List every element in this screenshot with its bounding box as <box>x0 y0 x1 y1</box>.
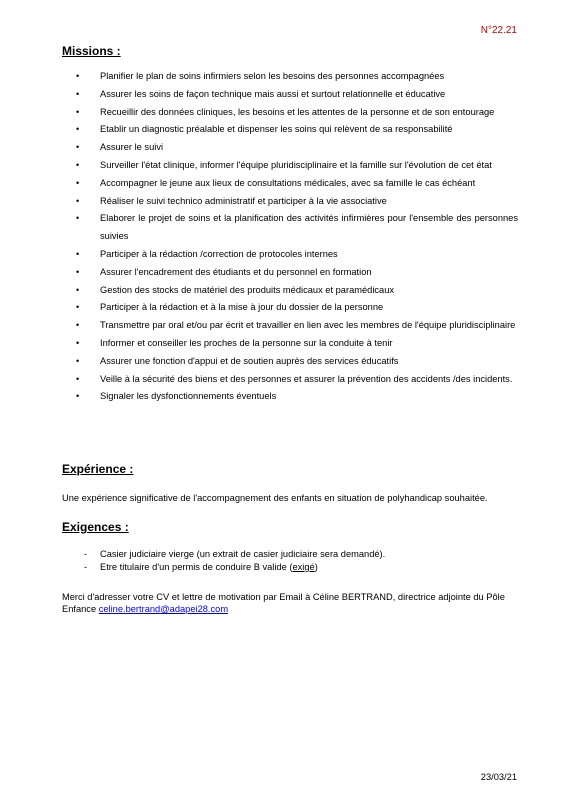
list-item: • Assurer le suivi <box>62 139 518 157</box>
list-item: • Elaborer le projet de soins et la planification des activités infirmières pour l'ensemble des personnes suivies <box>62 210 518 246</box>
list-item: - Casier judiciaire vierge (un extrait de casier judiciaire sera demandé). <box>62 548 385 561</box>
experience-heading: Expérience : <box>62 462 134 476</box>
exigences-heading: Exigences : <box>62 520 129 534</box>
list-item: • Transmettre par oral et/ou par écrit et travailler en lien avec les membres de l'équipe pluridisciplinaire <box>62 317 518 335</box>
reference-number: N°22.21 <box>480 25 517 36</box>
requirement-closing: ) <box>314 562 318 572</box>
exigences-list <box>62 548 385 574</box>
list-item: • Recueillir des données cliniques, les besoins et les attentes de la personne et de son entourage <box>62 104 518 122</box>
contact-paragraph <box>62 591 518 615</box>
list-item: • Surveiller l'état clinique, informer l'équipe pluridisciplinaire et la famille sur l'évolution de cet état <box>62 157 518 175</box>
list-item: • Assurer l'encadrement des étudiants et du personnel en formation <box>62 264 518 282</box>
list-item: • Assurer les soins de façon technique mais aussi et surtout relationnelle et éducative <box>62 86 518 104</box>
list-item: • Informer et conseiller les proches de la personne sur la conduite à tenir <box>62 335 518 353</box>
list-item: • Veille à la sécurité des biens et des personnes et assurer la prévention des accidents /des incidents. <box>62 371 518 389</box>
document-date: 23/03/21 <box>480 772 517 782</box>
list-item: • Planifier le plan de soins infirmiers selon les besoins des personnes accompagnées <box>62 68 518 86</box>
requirement-emphasis: exigé <box>292 562 315 572</box>
list-item: • Assurer une fonction d'appui et de soutien auprès des services éducatifs <box>62 353 518 371</box>
list-item: • Participer à la rédaction /correction de protocoles internes <box>62 246 518 264</box>
list-item: • Réaliser le suivi technico administratif et participer à la vie associative <box>62 193 518 211</box>
list-item: • Etablir un diagnostic préalable et dispenser les soins qui relèvent de sa responsabilité <box>62 121 518 139</box>
contact-text: Merci d'adresser votre CV et lettre de motivation par Email à Céline BERTRAND, directrice adjointe du Pôle Enfance <box>62 592 505 614</box>
email-link[interactable]: celine.bertrand@adapei28.com <box>98 604 229 614</box>
missions-heading: Missions : <box>62 44 121 58</box>
requirement-text: Etre titulaire d'un permis de conduire B valide ( <box>100 562 293 572</box>
list-item <box>62 561 385 574</box>
experience-text: Une expérience significative de l'accompagnement des enfants en situation de polyhandicap souhaitée. <box>62 493 488 503</box>
list-item: • Signaler les dysfonctionnements éventuels <box>62 388 518 406</box>
missions-list <box>62 68 518 406</box>
list-item: • Gestion des stocks de matériel des produits médicaux et paramédicaux <box>62 282 518 300</box>
list-item: • Accompagner le jeune aux lieux de consultations médicales, avec sa famille le cas échéant <box>62 175 518 193</box>
list-item: • Participer à la rédaction et à la mise à jour du dossier de la personne <box>62 299 518 317</box>
